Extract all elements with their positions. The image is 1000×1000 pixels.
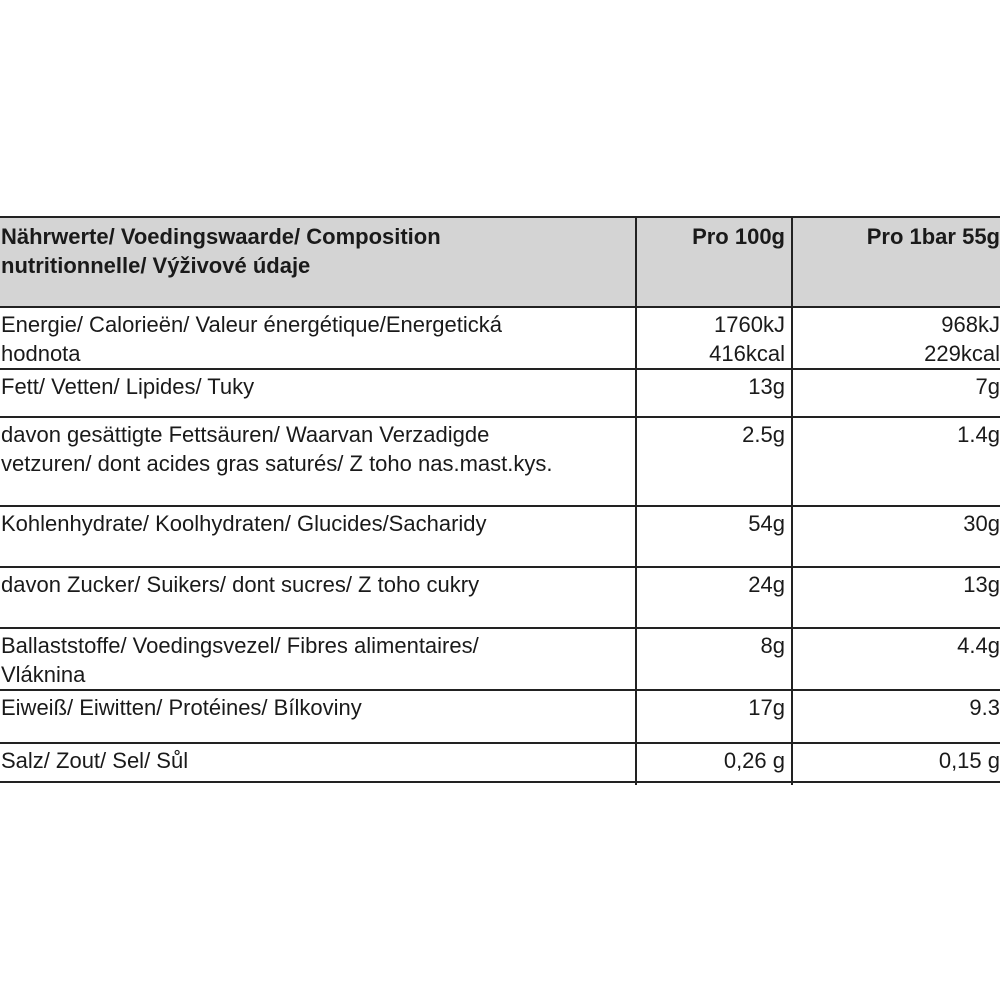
- value-per-100g: 13g: [636, 369, 792, 417]
- nutrient-label-line1: Energie/ Calorieën/ Valeur énergétique/Energetická: [1, 312, 503, 337]
- value-per-bar: 0,15 g: [938, 748, 1000, 773]
- value-per-bar: 30g: [792, 506, 1000, 567]
- table-row-carbohydrates: [0, 506, 1000, 567]
- value-per-bar: [792, 307, 1000, 369]
- value-per-100g-kcal: 416kcal: [709, 341, 785, 366]
- table-row-salt: [0, 743, 1000, 785]
- header-label-line2: nutritionnelle/ Výživové údaje: [1, 253, 311, 278]
- header-label-line1: Nährwerte/ Voedingswaarde/ Composition: [1, 224, 441, 249]
- value-per-bar: 9.3: [792, 690, 1000, 743]
- value-per-bar: 7g: [792, 369, 1000, 417]
- nutrient-label: Salz/ Zout/ Sel/ Sůl: [0, 743, 636, 785]
- nutrient-label-line2: vetzuren/ dont acides gras saturés/ Z toho nas.mast.kys.: [1, 451, 553, 476]
- header-per-bar: Pro 1bar 55g: [792, 218, 1000, 307]
- table-row-saturated-fat: [0, 417, 1000, 506]
- table-row-fibre: [0, 628, 1000, 690]
- value-per-bar: 1.4g: [792, 417, 1000, 506]
- value-per-100g: 54g: [636, 506, 792, 567]
- table-row-protein: [0, 690, 1000, 743]
- table-row-energy: [0, 307, 1000, 369]
- header-nutrient-label: [0, 218, 636, 307]
- nutrient-label: Kohlenhydrate/ Koolhydraten/ Glucides/Sacharidy: [0, 506, 636, 567]
- nutrient-label-line1: Ballaststoffe/ Voedingsvezel/ Fibres alimentaires/: [1, 633, 479, 658]
- nutrient-label: Eiweiß/ Eiwitten/ Protéines/ Bílkoviny: [0, 690, 636, 743]
- value-per-100g: 0,26 g: [636, 743, 792, 785]
- nutrient-label-line2: hodnota: [1, 341, 81, 366]
- value-per-100g: 8g: [636, 628, 792, 690]
- value-per-bar-kcal: 229kcal: [924, 341, 1000, 366]
- nutrient-label: [0, 417, 636, 506]
- value-per-100g: [636, 307, 792, 369]
- table-row-sugars: [0, 567, 1000, 628]
- nutrient-label: davon Zucker/ Suikers/ dont sucres/ Z toho cukry: [0, 567, 636, 628]
- value-per-bar: 13g: [792, 567, 1000, 628]
- value-per-100g: 17g: [636, 690, 792, 743]
- value-per-100g: 24g: [636, 567, 792, 628]
- nutrient-label-line2: Vláknina: [1, 662, 86, 687]
- nutrient-label-line1: davon gesättigte Fettsäuren/ Waarvan Verzadigde: [1, 422, 490, 447]
- table-header-row: [0, 218, 1000, 307]
- nutrition-table-frame: [0, 216, 1000, 783]
- table-row-fat: [0, 369, 1000, 417]
- value-per-100g: 2.5g: [636, 417, 792, 506]
- value-per-bar-kj: 968kJ: [941, 312, 1000, 337]
- nutrient-label: Fett/ Vetten/ Lipides/ Tuky: [0, 369, 636, 417]
- value-per-100g-kj: 1760kJ: [714, 312, 785, 337]
- header-per-100g: Pro 100g: [636, 218, 792, 307]
- nutrition-table: [0, 218, 1000, 785]
- value-per-bar: 4.4g: [792, 628, 1000, 690]
- nutrient-label: [0, 307, 636, 369]
- nutrient-label: [0, 628, 636, 690]
